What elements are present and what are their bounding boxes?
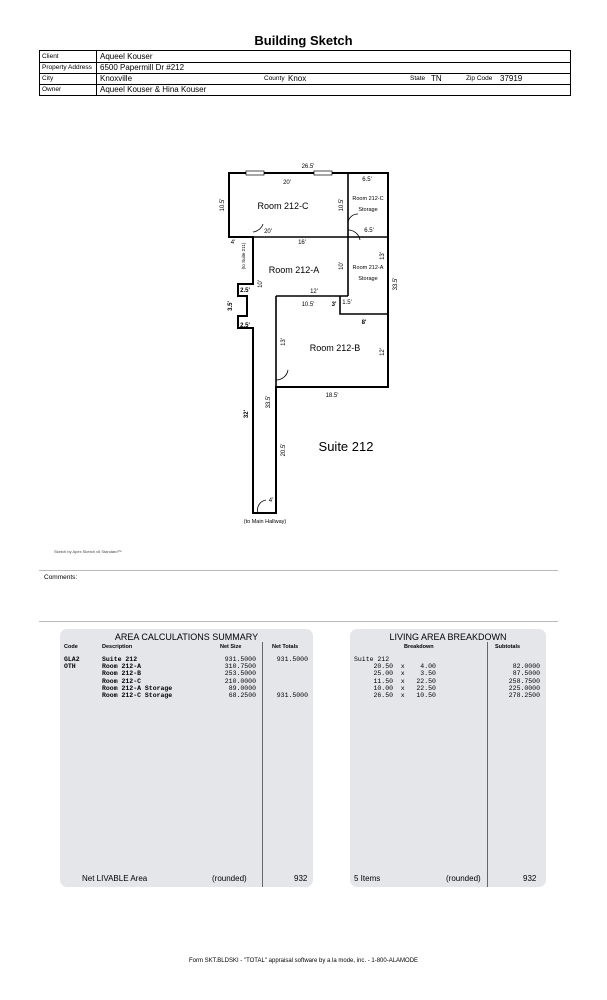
dimension-label: 10.5' — [301, 302, 315, 308]
door-icon — [253, 224, 263, 232]
comments-label: Comments: — [44, 574, 78, 581]
client-label: Client — [42, 53, 59, 60]
breakdown-subtotals: 82.0000 87.5000 258.7500 225.0000 278.2500 — [508, 663, 540, 700]
dimension-label: 18.5' — [325, 393, 339, 399]
door-icon — [258, 500, 266, 513]
column-header: Net Size — [220, 644, 242, 650]
zip-value: 37919 — [500, 74, 523, 83]
dimension-label: 1.5' — [342, 300, 352, 306]
client-value: Aqueel Kouser — [100, 52, 153, 61]
room-label: Storage — [358, 276, 378, 282]
dimension-label: 13' — [281, 338, 287, 346]
dimension-label: 10' — [339, 262, 345, 270]
dimension-label: 20' — [264, 229, 272, 235]
dimension-label: 20.5' — [281, 443, 287, 457]
room-label: Room 212-C — [352, 196, 384, 202]
dimension-label: 10.5' — [339, 198, 345, 212]
door-icon — [276, 370, 288, 380]
door-icon — [348, 230, 360, 240]
suite-label: Suite 212 — [318, 439, 374, 454]
dimension-label: 10' — [258, 280, 264, 288]
dimension-label: 4' — [230, 240, 236, 246]
area-calculations-panel — [60, 629, 313, 887]
state-label: State — [410, 75, 426, 82]
dimension-label: 16' — [298, 240, 306, 246]
items-count: 5 Items — [354, 874, 381, 883]
rounded-label: (rounded) — [446, 874, 481, 883]
dimension-label: 12' — [380, 348, 386, 356]
dimension-label: 3.5' — [228, 301, 234, 311]
room-label: Room 212-C — [257, 201, 309, 211]
room-label: Room 212-B — [309, 343, 361, 353]
county-value: Knox — [288, 74, 307, 83]
dimension-label: 32' — [244, 409, 250, 419]
dimension-label: (to Suite 211) — [241, 242, 246, 270]
room-label: Room 212-A — [268, 265, 320, 275]
city-value: Knoxville — [100, 74, 133, 83]
breakdown-rows: Suite 212 20.50 x 4.00 25.00 x 3.50 11.50 x 22.50 10.00 x 22.50 26.50 x 10.50 — [354, 656, 436, 700]
dimension-label: 3' — [331, 302, 337, 308]
floor-plan-outline — [229, 173, 388, 513]
net-livable-value: 932 — [294, 874, 308, 883]
column-header: Breakdown — [404, 644, 434, 650]
dimension-label: 13' — [380, 252, 386, 260]
zip-label: Zip Code — [466, 75, 493, 82]
county-label: County — [264, 75, 285, 82]
area-net-sizes: 931.5000 310.7500 253.5000 210.0000 89.0000 68.2500 — [224, 656, 256, 700]
owner-value: Aqueel Kouser & Hina Kouser — [100, 85, 207, 94]
door-icon — [348, 214, 358, 222]
window-icon — [246, 171, 264, 175]
city-label: City — [42, 75, 54, 82]
area-codes: GLA2 OTH — [64, 656, 80, 671]
column-header: Net Totals — [272, 644, 299, 650]
column-header: Code — [64, 644, 78, 650]
form-footer: Form SKT.BLDSKI - "TOTAL" appraisal software by a la mode, inc. - 1-800-ALAMODE — [188, 958, 419, 964]
area-net-totals: 931.5000 931.5000 — [276, 656, 308, 700]
living-area-value: 932 — [523, 874, 537, 883]
dimension-label: 2.5' — [240, 288, 250, 294]
column-divider — [487, 642, 488, 887]
panel-title: AREA CALCULATIONS SUMMARY — [114, 632, 259, 642]
address-value: 6500 Papermill Dr #212 — [100, 63, 185, 72]
window-icon — [314, 171, 332, 175]
dimension-label: 6.5' — [362, 177, 372, 183]
dimension-label: 33.5' — [266, 395, 272, 409]
dimension-label: 6.5' — [364, 228, 374, 234]
dimension-label: 26.5' — [301, 164, 315, 170]
dimension-label: 8' — [361, 320, 367, 326]
owner-label: Owner — [42, 86, 62, 93]
dimension-label: 20' — [283, 180, 291, 186]
dimension-label: 12' — [310, 289, 318, 295]
room-label: Room 212-A — [352, 265, 384, 271]
room-label: Storage — [358, 207, 378, 213]
rounded-label: (rounded) — [212, 874, 247, 883]
divider — [39, 570, 558, 571]
sketch-credit: Sketch by Apex Sketch v5 Standard™ — [54, 549, 122, 554]
divider — [39, 621, 558, 622]
area-descriptions: Suite 212 Room 212-A Room 212-B Room 212-C Room 212-A Storage Room 212-C Storage — [102, 656, 173, 700]
address-label: Property Address — [42, 64, 92, 71]
column-header: Subtotals — [495, 644, 521, 650]
net-livable-label: Net LIVABLE Area — [82, 874, 148, 883]
column-header: Description — [102, 644, 133, 650]
dimension-label: 4' — [268, 498, 274, 504]
dimension-label: (to Main Hallway) — [243, 519, 287, 525]
dimension-label: 33.5' — [393, 277, 399, 291]
dimension-label: 2.5' — [240, 323, 250, 329]
panel-title: LIVING AREA BREAKDOWN — [389, 632, 507, 642]
page-title: Building Sketch — [254, 33, 353, 48]
state-value: TN — [431, 74, 442, 83]
living-area-panel — [350, 629, 546, 887]
dimension-label: 10.5' — [220, 198, 226, 212]
